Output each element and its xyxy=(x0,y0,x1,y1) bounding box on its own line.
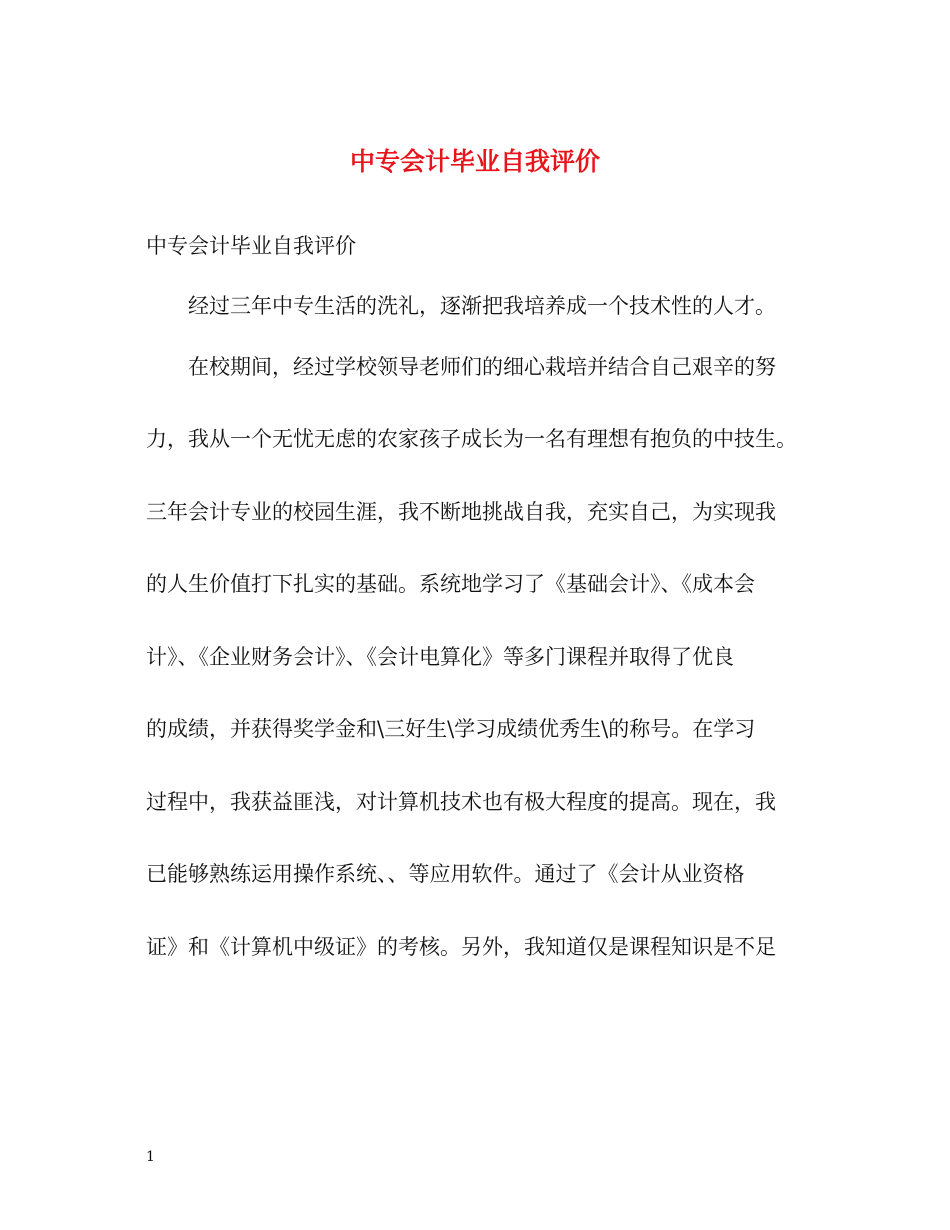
paragraph-line: 已能够熟练运用操作系统、、等应用软件。通过了《会计从业资格 xyxy=(146,862,745,886)
document-subtitle: 中专会计毕业自我评价 xyxy=(146,234,356,258)
paragraph-line: 在校期间，经过学校领导老师们的细心栽培并结合自己艰辛的努 xyxy=(188,355,776,379)
paragraph-line: 证》和《计算机中级证》的考核。另外，我知道仅是课程知识是不足 xyxy=(146,935,776,959)
paragraph-line: 的成绩，并获得奖学金和\三好生\学习成绩优秀生\的称号。在学习 xyxy=(146,717,756,741)
paragraph-line: 三年会计专业的校园生涯，我不断地挑战自我，充实自己，为实现我 xyxy=(146,500,776,524)
paragraph-line: 过程中，我获益匪浅，对计算机技术也有极大程度的提高。现在，我 xyxy=(146,790,776,814)
paragraph-line: 的人生价值打下扎实的基础。系统地学习了《基础会计》、《成本会 xyxy=(146,572,755,596)
paragraph-line: 计》、《企业财务会计》、《会计电算化》等多门课程并取得了优良 xyxy=(146,645,734,669)
paragraph-line: 力，我从一个无忧无虑的农家孩子成长为一名有理想有抱负的中技生。 xyxy=(146,427,797,451)
page-number: 1 xyxy=(146,1149,155,1165)
paragraph-line: 经过三年中专生活的洗礼，逐渐把我培养成一个技术性的人才。 xyxy=(188,294,776,318)
document-title: 中专会计毕业自我评价 xyxy=(349,147,600,176)
